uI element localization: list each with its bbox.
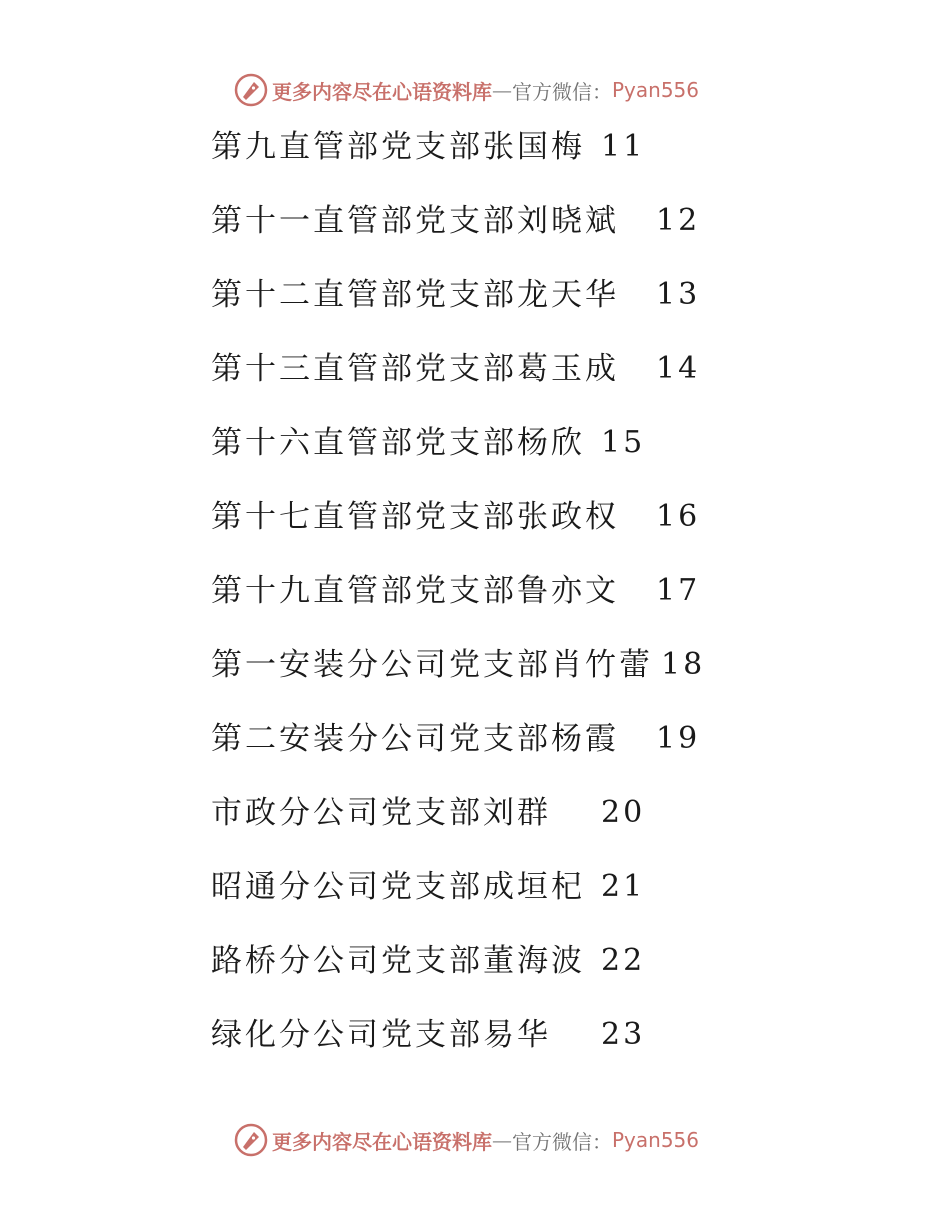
toc-entry-page-number: 14	[656, 351, 701, 386]
toc-entry-page-number: 18	[661, 647, 706, 682]
toc-entry-label: 第二安装分公司党支部杨霞	[211, 721, 619, 757]
toc-entry-label: 第九直管部党支部张国梅	[211, 129, 585, 165]
toc-entry-label: 第十三直管部党支部葛玉成	[211, 351, 619, 387]
footer-watermark	[234, 1122, 699, 1158]
toc-entry[interactable]	[211, 488, 731, 562]
watermark-contact-label: 官方微信：	[512, 1129, 612, 1154]
toc-entry-label: 绿化分公司党支部易华	[211, 1017, 551, 1053]
toc-entry-label: 第十七直管部党支部张政权	[211, 499, 619, 535]
table-of-contents	[211, 118, 731, 1080]
watermark-separator: —	[492, 1128, 512, 1152]
toc-entry[interactable]	[211, 710, 731, 784]
watermark-contact-label: 官方微信：	[512, 79, 612, 104]
toc-entry-page-number: 22	[601, 943, 646, 978]
toc-entry[interactable]	[211, 414, 731, 488]
toc-entry-label: 昭通分公司党支部成垣杞	[211, 869, 585, 905]
toc-entry[interactable]	[211, 340, 731, 414]
toc-entry-page-number: 16	[656, 499, 701, 534]
header-watermark	[234, 72, 699, 108]
toc-entry[interactable]	[211, 636, 731, 710]
toc-entry[interactable]	[211, 784, 731, 858]
pen-nib-logo-icon	[234, 73, 268, 107]
toc-entry-page-number: 19	[656, 721, 701, 756]
toc-entry[interactable]	[211, 266, 731, 340]
toc-entry[interactable]	[211, 1006, 731, 1080]
toc-entry-page-number: 13	[656, 277, 701, 312]
toc-entry[interactable]	[211, 932, 731, 1006]
toc-entry-label: 第十六直管部党支部杨欣	[211, 425, 585, 461]
toc-entry[interactable]	[211, 562, 731, 636]
watermark-separator: —	[492, 78, 512, 102]
toc-entry-page-number: 21	[601, 869, 646, 904]
toc-entry[interactable]	[211, 858, 731, 932]
toc-entry[interactable]	[211, 118, 731, 192]
watermark-text: 更多内容尽在心语资料库	[272, 79, 492, 104]
toc-entry-page-number: 23	[601, 1017, 646, 1052]
watermark-handle: Pyan556	[612, 1128, 700, 1152]
toc-entry[interactable]	[211, 192, 731, 266]
toc-entry-label: 第十九直管部党支部鲁亦文	[211, 573, 619, 609]
toc-entry-label: 路桥分公司党支部董海波	[211, 943, 585, 979]
toc-entry-label: 市政分公司党支部刘群	[211, 795, 551, 831]
toc-entry-label: 第一安装分公司党支部肖竹蕾	[211, 647, 653, 683]
toc-entry-page-number: 11	[601, 129, 646, 164]
watermark-handle: Pyan556	[612, 78, 700, 102]
toc-entry-page-number: 15	[601, 425, 646, 460]
toc-entry-label: 第十二直管部党支部龙天华	[211, 277, 619, 313]
toc-entry-page-number: 12	[656, 203, 701, 238]
toc-entry-page-number: 20	[601, 795, 646, 830]
pen-nib-logo-icon	[234, 1123, 268, 1157]
toc-entry-label: 第十一直管部党支部刘晓斌	[211, 203, 619, 239]
watermark-text: 更多内容尽在心语资料库	[272, 1129, 492, 1154]
toc-entry-page-number: 17	[656, 573, 701, 608]
